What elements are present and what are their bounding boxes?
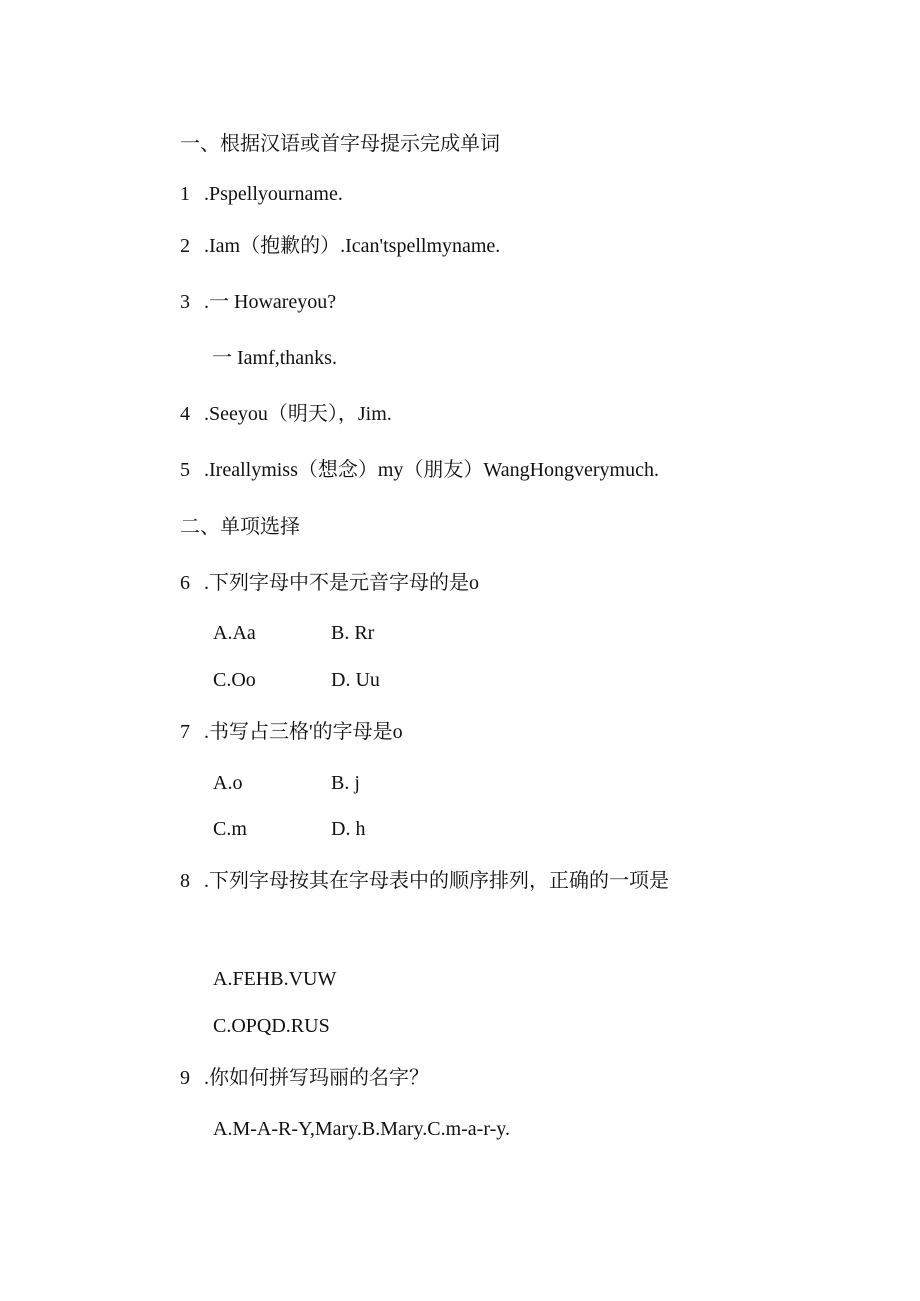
- option-b: B. Rr: [331, 622, 375, 644]
- question-number: 6: [180, 572, 190, 594]
- option-d: D. Uu: [331, 669, 380, 691]
- question-5: [180, 460, 659, 480]
- question-text: .Iam（抱歉的）.Ican'tspellmyname.: [204, 235, 501, 257]
- option-b: B. j: [331, 772, 360, 794]
- question-text: .一 Howareyou?: [204, 291, 337, 313]
- question-number: 7: [180, 721, 190, 743]
- question-3: [180, 292, 336, 312]
- option-c: C.Oo: [213, 669, 256, 691]
- question-number: 2: [180, 235, 190, 257]
- question-number: 9: [180, 1067, 190, 1089]
- option-c: C.m: [213, 818, 247, 840]
- question-text: .Ireallymiss（想念）my（朋友）WangHongverymuch.: [204, 459, 659, 481]
- question-text: .Pspellyourname.: [204, 183, 343, 205]
- question-8: [180, 871, 669, 891]
- question-2: [180, 236, 500, 256]
- question-number: 3: [180, 291, 190, 313]
- question-3-reply: 一 Iamf,thanks.: [212, 347, 337, 369]
- question-text: .Seeyou（明天），Jim.: [204, 403, 392, 425]
- question-6: [180, 573, 479, 593]
- options-all: A.M-A-R-Y,Mary.B.Mary.C.m-a-r-y.: [213, 1118, 510, 1140]
- option-d: D. h: [331, 818, 366, 840]
- section-1-title: 一、根据汉语或首字母提示完成单词: [180, 131, 500, 155]
- question-number: 1: [180, 183, 190, 205]
- option-c-d: C.OPQD.RUS: [213, 1015, 330, 1037]
- question-text: .下列字母按其在字母表中的顺序排列，正确的一项是: [204, 870, 669, 892]
- question-text: .你如何拼写玛丽的名字？: [204, 1067, 429, 1089]
- section-2-title: 二、单项选择: [180, 514, 300, 538]
- option-a: A.o: [213, 772, 243, 794]
- question-text: .下列字母中不是元音字母的是o: [204, 572, 479, 594]
- question-4: [180, 404, 392, 424]
- question-number: 8: [180, 870, 190, 892]
- question-1: [180, 184, 343, 204]
- question-7: [180, 722, 403, 742]
- option-a-b: A.FEHB.VUW: [213, 968, 337, 990]
- question-9: [180, 1068, 429, 1088]
- question-text: .书写占三格'的字母是o: [204, 721, 403, 743]
- question-number: 4: [180, 403, 190, 425]
- option-a: A.Aa: [213, 622, 256, 644]
- question-number: 5: [180, 459, 190, 481]
